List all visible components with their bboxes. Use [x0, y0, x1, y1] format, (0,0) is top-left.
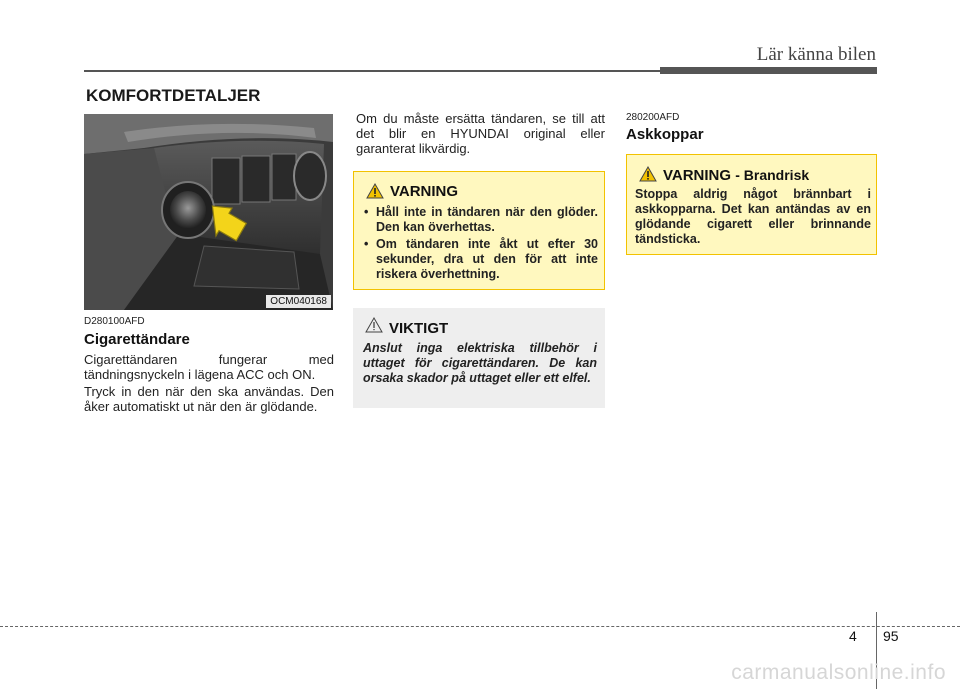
- warning-item: • Om tändaren inte åkt ut efter 30 sekunder, dra ut den för att inte riskera överhettning.: [362, 237, 598, 282]
- cigarette-lighter-photo: [84, 114, 333, 310]
- warning-item: • Håll inte in tändaren när den glöder. Den kan överhettas.: [362, 205, 598, 235]
- header-rule: [84, 70, 660, 72]
- fire-warning-title-main: VARNING: [663, 167, 732, 184]
- warning-icon: [366, 183, 384, 204]
- replacement-intro: Om du måste ersätta tändaren, se till att det blir en HYUNDAI original eller garanterat likvärdig.: [356, 111, 605, 156]
- cigarette-lighter-para1: Cigarettändaren fungerar med tändningsnyckeln i lägena ACC och ON.: [84, 352, 334, 382]
- fire-warning-subtitle: - Brandrisk: [735, 167, 810, 183]
- caution-icon: [365, 317, 383, 338]
- notice-title: VIKTIGT: [389, 320, 449, 337]
- section-code: D280100AFD: [84, 316, 145, 327]
- fire-warning-title: [663, 167, 809, 184]
- footer-rule: [0, 626, 960, 627]
- section-title: KOMFORTDETALJER: [86, 86, 261, 105]
- ashtray-heading: Askkoppar: [626, 126, 704, 143]
- fire-warning-box: [626, 154, 877, 255]
- page-number: 95: [883, 628, 899, 644]
- cigarette-lighter-heading: Cigarettändare: [84, 331, 190, 348]
- notice-text: Anslut inga elektriska tillbehör i uttaget för cigarettändaren. De kan orsaka skador på uttaget eller ett elfel.: [363, 341, 597, 385]
- warning-icon: [639, 166, 657, 187]
- chapter-number: 4: [849, 628, 857, 644]
- dashboard-illustration: [84, 114, 333, 310]
- figure-code: OCM040168: [266, 295, 331, 308]
- warning-box: [353, 171, 605, 290]
- watermark: carmanualsonline.info: [731, 661, 946, 684]
- notice-box: [353, 308, 605, 408]
- fire-warning-text: Stoppa aldrig något brännbart i askkopparna. Det kan antändas av en glödande cigarett eller brinnande tändsticka.: [635, 187, 871, 246]
- section-code: 280200AFD: [626, 112, 680, 123]
- chapter-title: Lär känna bilen: [756, 44, 876, 65]
- warning-title: VARNING: [390, 183, 459, 200]
- cigarette-lighter-para2: Tryck in den när den ska användas. Den åker automatiskt ut när den är glödande.: [84, 384, 334, 414]
- header-rule-thick: [660, 67, 877, 74]
